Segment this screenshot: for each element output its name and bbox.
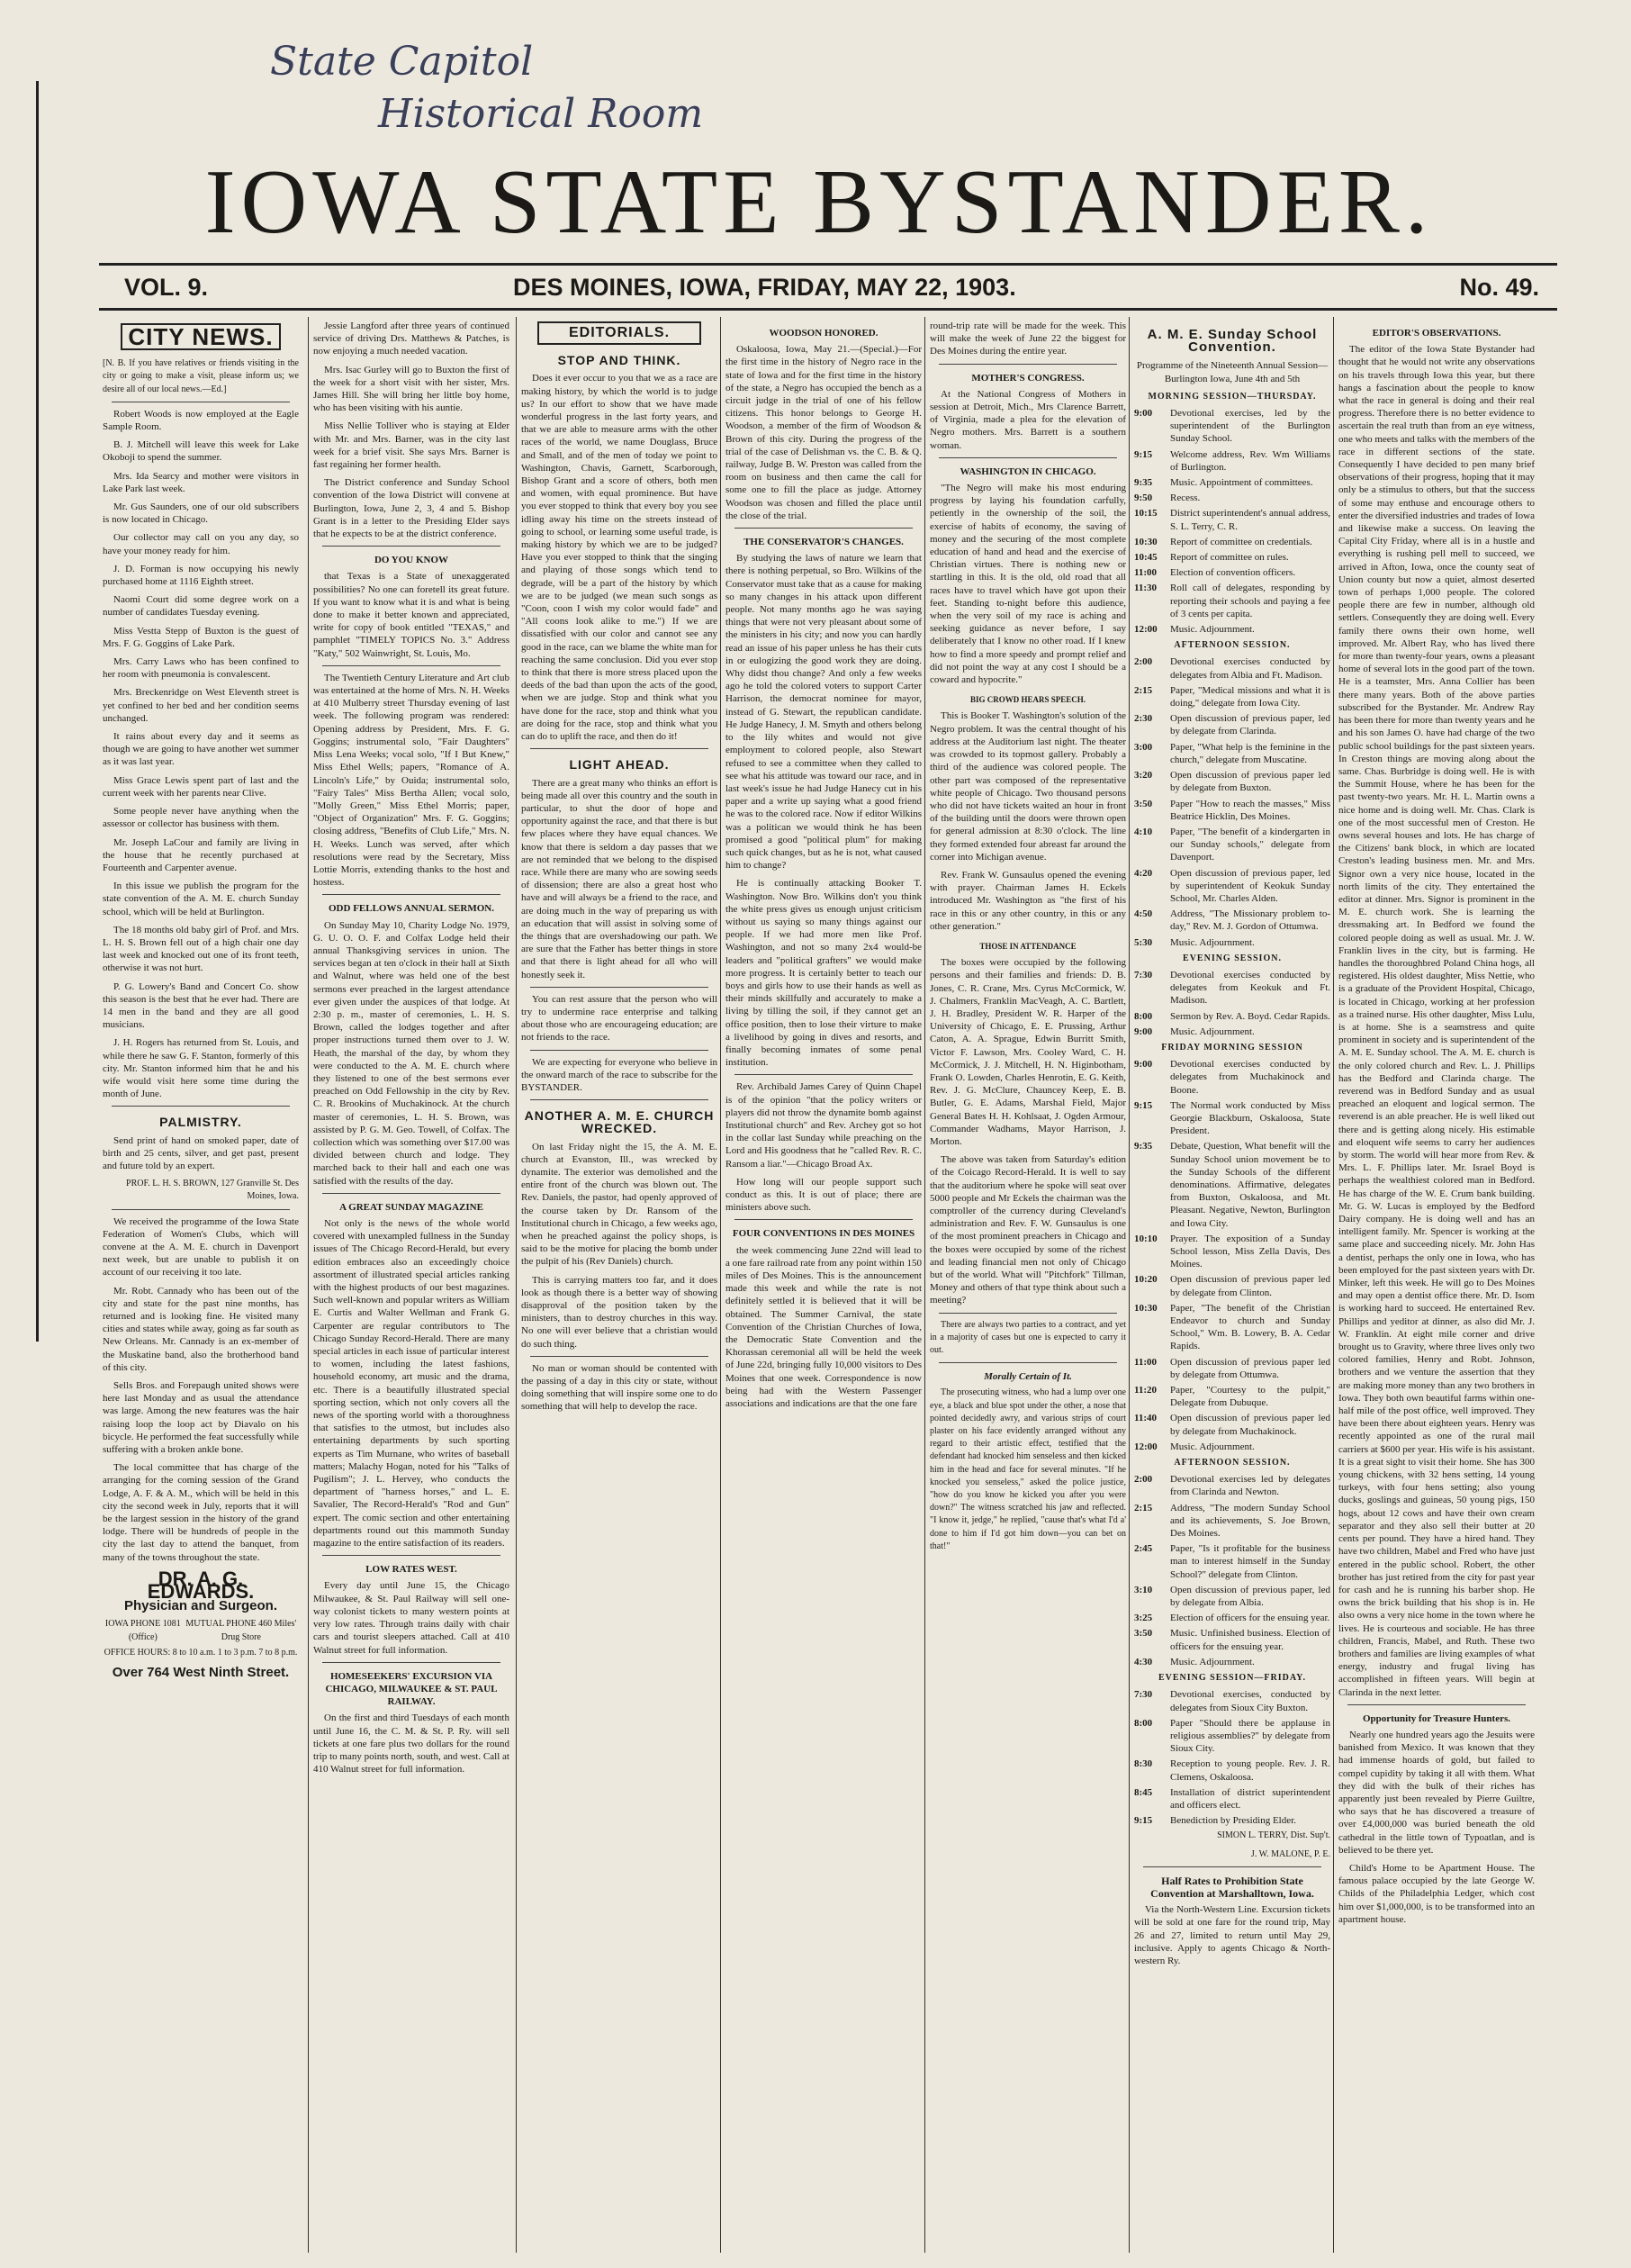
column-divider: [308, 317, 309, 2253]
program-time: 9:15: [1134, 448, 1153, 460]
childs-home-article: Child's Home to be Apartment House. The famous palace occupied by the late George W. Childs of the Philadelphia Ledger, which cost him over $1,000,000, is to be transformed into an apartment house.: [1338, 1862, 1535, 1925]
column-divider: [1333, 317, 1334, 2253]
program-list: [1134, 407, 1330, 636]
morally-certain-heading: Morally Certain of It.: [984, 1371, 1072, 1383]
program-item: [1134, 1612, 1330, 1624]
program-description: Devotional exercises led by delegates from Clarinda and Newton.: [1170, 1474, 1330, 1498]
program-time: 10:45: [1134, 552, 1158, 564]
program-time: 10:30: [1134, 536, 1158, 547]
news-item: Jessie Langford after three years of continued service of driving Drs. Matthews & Patches, is now enjoying a much needed vacation.: [313, 321, 509, 357]
handwritten-note: [270, 36, 703, 140]
masthead-rule-top: [99, 263, 1557, 266]
program-time: 2:30: [1134, 713, 1153, 725]
program-description: Paper, "What help is the feminine in the church," delegate from Muscatine.: [1170, 741, 1330, 765]
church-wrecked-article-2: This is carrying matters too far, and it does look as though there is a better way of showing disapproval of the position taken by the ministers, than to destroy churches in this way. No one will ever believe that a christian would do such thing.: [521, 1274, 717, 1350]
news-item: It rains about every day and it seems as though we are going to have another wet summer as it was last year.: [103, 731, 299, 768]
mothers-congress-heading: MOTHER'S CONGRESS.: [971, 372, 1085, 384]
program-item: [1134, 1542, 1330, 1581]
program-time: 7:30: [1134, 969, 1153, 980]
news-item: The local committee that has charge of the arranging for the coming session of the Grand Lodge, A. F. & A. M., which will be held in this city the second week in July, reports that it will be the largest session in the history of the grand lodge. There will be hundreds of people in the city the last day to attend the banquet, from many of the towns throughout the state.: [103, 1462, 299, 1563]
gunsaulus-article: Rev. Frank W. Gunsaulus opened the evening with prayer. Chairman James H. Eckels introduced Mr. Washington as "the first of his race in this or any other country, in this or any other generation.": [930, 869, 1126, 932]
column-editorials: [521, 320, 717, 2246]
program-time: 9:15: [1134, 1099, 1153, 1111]
program-item: [1134, 407, 1330, 446]
program-time: 11:00: [1134, 567, 1158, 579]
observations-heading: EDITOR'S OBSERVATIONS.: [1372, 328, 1501, 339]
convention-heading: A. M. E. Sunday School Convention.: [1147, 327, 1318, 356]
physician-ad: [103, 1567, 299, 1681]
program-item: [1134, 1233, 1330, 1271]
program-item: [1134, 536, 1330, 548]
program-time: 3:00: [1134, 741, 1153, 753]
program-description: Paper, "Is it profitable for the business man to interest himself in the Sunday School?" delegate from Clinton.: [1170, 1543, 1330, 1580]
issue-date: DES MOINES, IOWA, FRIDAY, MAY 22, 1903.: [513, 274, 1016, 301]
office-hours: OFFICE HOURS: 8 to 10 a.m. 1 to 3 p.m. 7 to 8 p.m.: [104, 1647, 298, 1658]
phone-iowa: IOWA PHONE 1081 (Office): [104, 1619, 181, 1642]
program-item: [1134, 1786, 1330, 1812]
program-description: The Normal work conducted by Miss Georgie Blackburn, Oskaloosa, State President.: [1170, 1099, 1330, 1137]
homeseekers-ad: On the first and third Tuesdays of each month until June 16, the C. M. & St. P. Ry. will sell tickets at one fare plus two dollars for the round trip to many points north, south, and west. Call at 410 Walnut street for full information.: [313, 1712, 509, 1776]
woodson-heading: WOODSON HONORED.: [769, 328, 879, 339]
session-heading: MORNING SESSION—THURSDAY.: [1148, 391, 1317, 402]
program-description: Reception to young people. Rev. J. R. Clemens, Oskaloosa.: [1170, 1758, 1330, 1783]
program-description: District superintendent's annual address, S. L. Terry, C. R.: [1170, 508, 1330, 532]
mothers-congress-article: At the National Congress of Mothers in session at Detroit, Mich., Mrs Clarence Barrett, of Virginia, made a plea for the elevation of Negro mothers. Mrs. Barrett is a southern woman.: [930, 388, 1126, 451]
program-description: Roll call of delegates, responding by reporting their schools and paying a fee of 3 cents per capita.: [1170, 583, 1330, 619]
column-divider: [720, 317, 721, 2253]
program-time: 10:15: [1134, 508, 1158, 520]
news-item: Naomi Court did some degree work on a number of candidates Tuesday evening.: [103, 594, 299, 619]
news-item: Mrs. Isac Gurley will go to Buxton the first of the week for a short visit with her sister, Mrs. James Hill. She will bring her little boy home, who has been visiting with his auntie.: [313, 364, 509, 414]
program-description: Open discussion of previous paper, led by superintendent of Keokuk Sunday School, Mr. Charles Alden.: [1170, 867, 1330, 904]
program-item: [1134, 507, 1330, 532]
program-description: Debate, Question, What benefit will the Sunday School union movement be to the Sunday Schools of the different denominations. Affirmative, delegates from Buxton, Oskaloosa, and Mt. Pleasant. Negative, Newton, Burlington and Iowa City.: [1170, 1141, 1330, 1229]
program-time: 10:10: [1134, 1233, 1158, 1244]
program-description: Benediction by Presiding Elder.: [1170, 1815, 1296, 1827]
program-description: Paper "Should there be applause in religious assemblies?" by delegate from Sioux City.: [1170, 1717, 1330, 1755]
conservator-article-2: He is continually attacking Booker T. Washington. Now Bro. Wilkins don't you think the white press gives us enough unjust criticism without us saying so many things against our people. If we had more men like Prof. Washington, and not so many 2x4 would-be leaders and "political grafters" we would make more progress. It is certainly better to teach our boys and girls how to use their hands as well as their minds skillfully and accurately to make a living by tilling the soil, if they cannot get an office position, then to lose their virture to make a livelihood by going in dives and resorts, and finally becoming inmates of some penal institution.: [725, 878, 922, 1069]
masthead-title: IOWA STATE BYSTANDER.: [204, 151, 1434, 253]
program-time: 2:00: [1134, 656, 1153, 668]
program-description: Paper, "Courtesy to the pulpit," Delegate from Dubuque.: [1170, 1385, 1330, 1409]
magazine-heading: A GREAT SUNDAY MAGAZINE: [339, 1201, 483, 1213]
attendance-list: The boxes were occupied by the following persons and their families and friends: D. B. Jones, C. R. Crane, Mrs. Cyrus McCormick, W. J. Chalmers, Franklin MacVeagh, A. C. Bartlett, J. H. Bradley, President W. R. Harper of the University of Chicago, E. E. Prussing, Arthur Caton, A. A. Sprague, Edwin Burritt Smith, Victor F. Lawson, Mrs. Cooley Ward, C. H. McCormick, J. J. Mitchell, H. N. Higinbotham, Frank O. Lowden, Charles Henrotin, E. G. Keith, Rev. J. G. McClure, Chauncey Keep, E. B. Butler, G. E. Adams, Marshal Field, Major General Bates H. H. Kohlsaat, J. Ogden Armour, Commander Wadhams, Mayor Harrison, J. Morton.: [930, 957, 1126, 1147]
handwritten-line-1: State Capitol: [270, 39, 534, 85]
program-time: 9:15: [1134, 1815, 1153, 1827]
program-time: 3:50: [1134, 1628, 1153, 1640]
masthead-rule-bottom: [99, 308, 1557, 311]
magazine-article: Not only is the news of the whole world covered with unexampled fullness in the Sunday issues of The Chicago Record-Herald, but every edition embraces also an exceedingly choice assortment of illustrated special articles ranking with the highest products of our best magazines. Such well-known and popular writers as William E. Curtis and Walter Wellman and Frank G. Carpenter are regular contributors to The Chicago Sunday Record-Herald. There are many special articles in each issue of particular interest to women, including the latest fashions, household economy, art music and the drama, etc. There is a beautifully illustrated special sporting section, which not only covers all the news of the sporting world with a thoroughness that satisfies to the utmost, but includes also entertaining departments by such sporting experts as Tim Murnane, who writes of baseball matters; Malachy Hogan, noted for his "Talks of Pugilism"; J. L. Hervey, who conducts the department of "harness horses," and L. E. Savalier, The Record-Herald's "Rod and Gun" expert. The comic section and other entertaining departments round out this mammoth Sunday magazine to the entire satisfaction of its readers.: [313, 1218, 509, 1550]
program-item: [1134, 712, 1330, 737]
program-list: [1134, 969, 1330, 1038]
session-heading: EVENING SESSION—FRIDAY.: [1158, 1673, 1306, 1684]
program-description: Open discussion of previous paper led by delegate from Clinton.: [1170, 1274, 1330, 1298]
palmistry-ad: Send print of hand on smoked paper, date of birth and 25 cents, silver, and get past, present and future told by an expert.: [103, 1134, 299, 1171]
program-time: 11:40: [1134, 1413, 1158, 1424]
program-description: Open discussion of previous paper led by delegate from Buxton.: [1170, 770, 1330, 794]
program-time: 8:00: [1134, 1010, 1153, 1022]
adjacent-page-edge: [0, 81, 39, 1342]
four-conventions-continued: round-trip rate will be made for the week. This will make the week of June 22 the biggest for Des Moines during the entire year.: [930, 321, 1126, 357]
program-item: [1134, 1656, 1330, 1668]
program-item: [1134, 867, 1330, 906]
program-item: [1134, 492, 1330, 504]
program-item: [1134, 476, 1330, 489]
program-time: 10:30: [1134, 1302, 1158, 1314]
church-wrecked-heading: ANOTHER A. M. E. CHURCH WRECKED.: [524, 1108, 715, 1136]
session-heading: AFTERNOON SESSION.: [1174, 640, 1291, 651]
observations-article: The editor of the Iowa State Bystander had thought that he would not write any observations on his travels through Iowa this year, but there hangs a fascination about the people to know what the race in general is doing and their real progress. Therefore there is no better evidence to ascertain the real truth than from an eye witness, one who meets and talks with the members of the race in different sections of the state. Consequently I have decided to pen many brief observations of their progress, hoping that it may only be a stimulus to others, but that the success of some may enthuse and encourage others to enter the diversified industries and trades of Iowa and likewise make a success. On leaving the Capital City Friday, where all is in a hustle and everything is rushing pell mell to succeed, we arrived in Afton, Iowa, once the county seat of Union county but now a quiet, almost deserted town of perhaps 1,000 people. The colored people there are few in number, although old settlers. Consequently they are doing well. Every family there owns their own home, well improved. Mr. Albert Ray, who has lived there for more than twenty-four years, owns a pleasant home of several lots in the good part of the town. He is a teamster, Mrs. Anna Collier has been there many years. Both of the above parties subscribed for the Bystander. Mr. Andrew Ray has been there for more than twenty years and he and his son James O. have had charge of the two public school buildings for the past sixteen years. In Creston things are moving along about the same. Chas. Burbridge is doing well. He is with the Summit House, where he has been for the past twenty-two years. Mr. H. L. Martin owns a nice home and is doing well. Mr. Chas. Clark is one of the most successful men of Creston. He owns several houses and lots. He has charge of the Citizens' bank block, in which are located Creston's leading business men. Mr. and Mrs. Signor own a very nice house, located in the north limits of the city. They entertained the editor at dinner. Mrs. Signor is prominent in the M. E. church work. She is learning the dressmaking art. In Bedford we found the colored people doing as well as usual. Mr. J. W. Franklin lives in the city, but is farming. He handles the thoroughbred Poland China hogs, all registered. His oldest daughter, Miss Nettie, who is a graduate of the Provident Hospital, Chicago, is located in Chicago, working at her profession as a trained nurse. His other daughter, Miss Lulu, is at home. She is a seamstress and quite prominent in society and is superintendent of the A. M. E. Sunday school. The A. M. E. church is the only colored church and Rev. L. J. Phillips has the Bedford and Clarinda charge. The reverend was in Bedford Sunday and as usual preached an eloquent and logical sermon. The reverend is an able preacher. He is well liked out there and is getting along nicely. His estimable and eloquent wife seems to carry her audiences by storm. The world will hear more from Rev. & Mrs. L. F. Phillips later. Mr. Israel Boyd is perhaps the wealthiest colored man in Bedford. He has charge of the W. E. Crum bank building. Mr. G. W. Lucas is employed by the Bedford Dairy company. He is doing well and has an intelligent family. Mr. Spencer is working at the same place and succeeding nicely. Mr. John Has a dentist, perhaps the only one in Iowa, who has been employed for the past sixteen years with Dr. Minker, left this week. He will go to Des Moines and may open a dentist office there. Mr. D. Isom is working hard to succeed. He entertained Rev. Phillips and yeditor at dinner, as also did Mr. J. W. Franklin. At eight mile corner and drive brought us to Gravity, where three lives only two colored families, Henry and Robt. Johnson, brothers and we venture the assertion that they are making more money than any two brothers in Iowa. They both own beautiful farms within one-half mile of the post office, well improved. They have been there about eighteen years. Henry was recently appointed as one of the rural mail carriers at $600 per year. His wife is his assistant. It is a great sight to visit their home. She has 300 young chickens, with 32 hens setting, 14 young turkeys, with four hens setting; also young ducks, goslings and guineas, 50 young pigs, 150 hogs, about 12 cows and have their own cream separator and they also sell their butter at 20 cents per pound. They have a hired hand. They have two children, Mabel and Fred who have just entered in the public school. Robert, the other brother has just retired from the city for past year for cash and he is running his barber shop. He owns the brick building that his shop is in. He also owns a very nice home in the town where he lives. He is courteous and sociable. He has three children, Francis, Mabel, and Ruth. These two brothers and families are living examples of what energy, industry and frugal living has accomplished in fifteen years. Will begin at Clarinda in the next letter.: [1338, 344, 1535, 1698]
news-item: J. H. Rogers has returned from St. Louis, and while there he saw G. F. Stanton, formerly of this city. Mr. Stanton informed him that he and his wife would visit here some time during the month of June.: [103, 1037, 299, 1100]
program-description: Address, "The modern Sunday School and its achievements, S. Joe Brown, Des Moines.: [1170, 1502, 1330, 1540]
program-description: Open discussion of previous paper led by delegate from Ottumwa.: [1170, 1356, 1330, 1380]
palmistry-signature: PROF. L. H. S. BROWN, 127 Granville St. Des Moines, Iowa.: [126, 1179, 299, 1202]
column-editor-observations: [1338, 320, 1535, 2246]
program-item: [1134, 1757, 1330, 1783]
treasure-hunters-article: Nearly one hundred years ago the Jesuits were banished from Mexico. It was known that they had immense hoards of gold, but failed to compel cupidity by taking it all with them. What they did with the bulk of their riches has apparently just been revealed by Pierre Guiltre, who says that he has discovered a treasure of over £4,000,000 was buried beneath the old cathedral in the little town of Typoatlan, and is believed to be there yet.: [1338, 1729, 1535, 1856]
light-ahead-article: There are a great many who thinks an effort is being made all over this country and the south in particular, to shut the door of hope and opportunity against the race, and that there is but few places where they have equal chances. We know that there is seldom a day passes that we are not reminded that we belong to the dispised race. While there are many who are sowing seeds of dissension; there are also a great host who have and will always be a friend to the race, and are doing much in the way of preparing us with an education that will assist in solving some of the things that are overshadowing our path. We are sure that the Father has better things in store and that there is light ahead for all who will honestly seek it.: [521, 777, 717, 980]
column-divider: [516, 317, 517, 2253]
texas-ad: that Texas is a State of unexaggerated possibilities? No one can foretell its great future. If you want to know what it is and what is being done to make it better known and appreciated, write for copy of book entitled "TEXAS," and pamphlet "TIMELY TOPICS No. 3." Address "Katy," 502 Wainwright, St. Louis, Mo.: [313, 571, 509, 659]
news-item: In this issue we publish the program for the state convention of the A. M. E. church Sunday school, which will be held at Burlington.: [103, 881, 299, 917]
physician-address: Over 764 West Ninth Street.: [112, 1665, 290, 1681]
program-description: Open discussion of previous paper led by delegate from Muchakinock.: [1170, 1413, 1330, 1437]
program-item: [1134, 1140, 1330, 1229]
volume-number: VOL. 9.: [124, 274, 209, 301]
program-time: 2:15: [1134, 684, 1153, 696]
program-time: 8:45: [1134, 1786, 1153, 1798]
program-signature: SIMON L. TERRY, Dist. Sup't.: [1217, 1830, 1330, 1841]
program-description: Devotional exercises conducted by delegates from Keokuk and Ft. Madison.: [1170, 969, 1330, 1007]
program-item: [1134, 1099, 1330, 1138]
program-item: [1134, 551, 1330, 564]
program-time: 11:00: [1134, 1356, 1158, 1368]
filler-item: There are always two parties to a contract, and yet in a majority of cases but one is expected to carry it out.: [930, 1319, 1126, 1356]
program-description: Open discussion of previous paper, led by delegate from Clarinda.: [1170, 713, 1330, 737]
news-item: We received the programme of the Iowa State Federation of Women's Clubs, which will convene at the A. M. E. church in Davenport next week, but are unable to publish it on account of our receiving it too late.: [103, 1215, 299, 1279]
news-item: Mr. Gus Saunders, one of our old subscribers is now located in Chicago.: [103, 501, 299, 526]
program-description: Music. Adjournment.: [1170, 1026, 1255, 1037]
attendance-subheading: THOSE IN ATTENDANCE: [979, 941, 1077, 951]
program-item: [1134, 969, 1330, 1007]
program-list: [1134, 1473, 1330, 1668]
program-time: 3:10: [1134, 1584, 1153, 1595]
program-item: [1134, 1384, 1330, 1409]
program-item: [1134, 655, 1330, 681]
news-item: Miss Nellie Tolliver who is staying at Elder with Mr. and Mrs. Barner, was in the city last week for a brief visit. She says Mrs. Barner is fast regaining her former health.: [313, 420, 509, 471]
treasure-hunters-heading: Opportunity for Treasure Hunters.: [1363, 1712, 1510, 1724]
big-crowd-article: This is Booker T. Washington's solution of the Negro problem. It was the central thought of his address at the Auditorium last night. The theater was crowded to its topmost gallery. Probably a third of the audience was colored people. The other part was composed of the representative white people of Chicago. Two thousand persons who did not have tickets waited an hour in front of the building until the doors were thrown open for general admission at 8:30 o'clock. The line they formed extended four abreast far around the corner into Michigan avenue.: [930, 710, 1126, 863]
program-time: 11:30: [1134, 583, 1158, 594]
big-crowd-subheading: BIG CROWD HEARS SPEECH.: [969, 695, 1086, 705]
program-description: Paper, "The benefit of the Christian Endeavor to church and Sunday School," Wm. B. Lowery, B. A. Cedar Rapids.: [1170, 1302, 1330, 1352]
program-time: 2:15: [1134, 1502, 1153, 1514]
program-signature: J. W. MALONE, P. E.: [1250, 1848, 1330, 1859]
program-item: [1134, 1026, 1330, 1038]
program-time: 9:35: [1134, 477, 1153, 489]
program-description: Paper, "The benefit of a kindergarten in our Sunday schools," delegate from Davenport.: [1170, 826, 1330, 863]
program-description: Prayer. The exposition of a Sunday School lesson, Miss Zella Davis, Des Moines.: [1170, 1233, 1330, 1270]
subscribe-note: We are expecting for everyone who believe in the onward march of the race to subscribe for the BYSTANDER.: [521, 1056, 717, 1093]
column-divider: [924, 317, 925, 2253]
program-time: 9:50: [1134, 492, 1153, 504]
program-item: [1134, 1302, 1330, 1353]
news-item: Our collector may call on you any day, so have your money ready for him.: [103, 532, 299, 556]
news-item: P. G. Lowery's Band and Concert Co. show this season is the best that he ever had. There are 14 men in the band and they are all good musicians.: [103, 980, 299, 1031]
program-time: 4:50: [1134, 908, 1153, 920]
phone-mutual: MUTUAL PHONE 460 Miles' Drug Store: [185, 1619, 297, 1642]
editorial-note: You can rest assure that the person who will try to undermine race enterprise and talking about those who are encourageing education; are not friends to the race.: [521, 993, 717, 1044]
news-item: The District conference and Sunday School convention of the Iowa District will convene at Burlington, Iowa, June 2, 3, 4 and 5. Bishop Grant is in a letter to the Presiding Elder says that he expects to be at the district conference.: [313, 477, 509, 540]
program-description: Devotional exercises, conducted by delegates from Sioux City Buxton.: [1170, 1689, 1330, 1713]
program-time: 9:00: [1134, 1059, 1153, 1071]
program-description: Open discussion of previous paper, led by delegate from Albia.: [1170, 1584, 1330, 1609]
program-time: 10:20: [1134, 1274, 1158, 1286]
carey-article: Rev. Archibald James Carey of Quinn Chapel is of the opinion "that the policy writers or players did not throw the dynamite bomb against Institutional church" and Rev. Archey got so hot in the collar last Sunday while preaching on the Lord and His goodness that he "called Rev. R. C. Ransom a liar."—Chicago Broad Ax.: [725, 1081, 922, 1170]
convention-intro: Programme of the Nineteenth Annual Session—Burlington Iowa, June 4th and 5th: [1136, 360, 1329, 384]
program-item: [1134, 1010, 1330, 1023]
program-description: Devotional exercises conducted by delegates from Muchakinock and Boone.: [1170, 1059, 1330, 1096]
program-description: Sermon by Rev. A. Boyd. Cedar Rapids.: [1170, 1010, 1330, 1022]
half-rates-ad: Via the North-Western Line. Excursion tickets will be sold at one fare for the round trip, May 26 and 27, limited to return until May 29, inclusive. Apply to agents Chicago & North-western Ry.: [1134, 1904, 1330, 1966]
palmistry-heading: PALMISTRY.: [159, 1115, 242, 1130]
program-item: [1134, 1502, 1330, 1541]
column-city-news: [103, 320, 299, 2246]
program-time: 7:30: [1134, 1689, 1153, 1701]
program-time: 5:30: [1134, 936, 1153, 948]
news-item: Mr. Joseph LaCour and family are living in the house that he recently purchased at Fourteenth and Carpenter avenue.: [103, 836, 299, 873]
program-time: 4:10: [1134, 826, 1153, 837]
handwritten-line-2: Historical Room: [378, 91, 704, 137]
texas-ad-heading: DO YOU KNOW: [374, 555, 449, 566]
program-item: [1134, 908, 1330, 933]
program-time: 9:35: [1134, 1141, 1153, 1152]
program-list: [1134, 1688, 1330, 1827]
program-item: [1134, 769, 1330, 794]
program-item: [1134, 1717, 1330, 1756]
program-item: [1134, 1627, 1330, 1652]
stop-and-think-article: Does it ever occur to you that we as a race are making history, by which the world is to judge us? In our effort to show that we have made wonderful progress in the last forty years, and that we are able to measure arms with the other races of the world, we name Douglass, Bruce and Small, and of the men of today we point to Washington, Chavis, Garnett, Scarborough, Bishop Grant and a score of others, both men and women, with equal prominence. But have you ever stopped to think that every boy you see idling away his time on the streets instead of going to school, or learning some useful trade, is making history by which we are to be judged? Have you ever stopped to think that the singing and playing of those songs which tend to degrade, will be a part of the history by which we are to be judged (we mean such songs as "Coon, coon I wish my color would fade" and "All coons look alike to me.") If we are dissatisfied with our color and cannot see any good in the race, can we blame the white man for reaching the same conclusion. Did you ever stop to think that there is more stress placed upon the deeds of the bad than upon the acts of the good, when we are judge. Stop and think what you have done for the race, stop and think what you are doing for the race, stop and think what you can do to uplift the race, and then do it!: [521, 373, 717, 743]
dateline: [99, 270, 1557, 308]
session-heading: FRIDAY MORNING SESSION: [1161, 1042, 1303, 1053]
program-description: Devotional exercises, led by the superintendent of the Burlington Sunday School.: [1170, 408, 1330, 445]
low-rates-ad: Every day until June 15, the Chicago Milwaukee, & St. Paul Railway will sell one-way colonist tickets to many western points at very low rates. Through trains daily with chair cars and tourist sleepers attached. Call at 410 Walnut street for full information.: [313, 1580, 509, 1656]
program-item: [1134, 826, 1330, 864]
program-time: 4:30: [1134, 1656, 1153, 1667]
program-time: 3:20: [1134, 770, 1153, 782]
program-description: Music. Adjournment.: [1170, 624, 1255, 636]
program-description: Music. Adjournment.: [1170, 936, 1255, 948]
program-time: 3:50: [1134, 798, 1153, 809]
program-description: Election of convention officers.: [1170, 567, 1296, 579]
news-item: Miss Grace Lewis spent part of last and the current week with her parents near Clive.: [103, 774, 299, 799]
program-item: [1134, 1441, 1330, 1453]
program-time: 12:00: [1134, 624, 1158, 636]
issue-number: No. 49.: [1459, 274, 1539, 301]
physician-title: Physician and Surgeon.: [123, 1598, 278, 1614]
program-description: Election of officers for the ensuing year.: [1170, 1613, 1330, 1624]
session-heading: AFTERNOON SESSION.: [1174, 1458, 1291, 1468]
program-item: [1134, 1473, 1330, 1498]
program-time: 8:00: [1134, 1717, 1153, 1729]
program-time: 8:30: [1134, 1758, 1153, 1770]
program-time: 9:00: [1134, 1026, 1153, 1037]
program-item: [1134, 1584, 1330, 1609]
program-time: 3:25: [1134, 1613, 1153, 1624]
program-description: Paper, "Medical missions and what it is doing," delegate from Iowa City.: [1170, 684, 1330, 709]
news-item: Mrs. Breckenridge on West Eleventh street is yet confined to her bed and her condition seems unchanged.: [103, 687, 299, 724]
editorials-heading: EDITORIALS.: [537, 321, 701, 345]
program-list: [1134, 655, 1330, 948]
editorial-note: No man or woman should be contented with the passing of a day in this city or state, without doing something that will inspire some one to do something that will help to develop the race.: [521, 1362, 717, 1413]
program-description: Report of committee on rules.: [1170, 552, 1289, 564]
news-item: B. J. Mitchell will leave this week for Lake Okoboji to spend the summer.: [103, 439, 299, 464]
program-item: [1134, 448, 1330, 474]
program-item: [1134, 684, 1330, 709]
program-description: Paper "How to reach the masses," Miss Beatrice Hicklin, Des Moines.: [1170, 798, 1330, 822]
program-time: 11:20: [1134, 1385, 1158, 1396]
program-time: 2:00: [1134, 1474, 1153, 1486]
morally-certain-article: The prosecuting witness, who had a lump over one eye, a black and blue spot under the other, a nose that pointed decidedly awry, and various strips of court plaster on his face evidently arranged without any regard to their artistic effect, testified that the defendant had knocked him senseless and then kicked him in the head and face for several minutes. "If he knocked you senseless," asked the police justice, "how do you know he kicked you after you were down?" The witness scratched his jaw and reflected. "I know it, jedge," he replied, "cause that's what I'd a' done to him if I'd got him down—you can bet on that!": [930, 1387, 1126, 1551]
column-news: [725, 320, 922, 2246]
program-item: [1134, 1356, 1330, 1381]
program-item: [1134, 566, 1330, 579]
program-description: Music. Adjournment.: [1170, 1441, 1255, 1452]
woodson-article: Oskaloosa, Iowa, May 21.—(Special.)—For the first time in the history of Negro race in the state of Iowa and for the first time in the history of the state, a Negro has occupied the bench as a circuit judge in the trial of one of his fellow citizens. This honor belongs to George H. Woodson, a member of the firm of Woodson & Brown of this city. During the progress of the trial of the case of Delishman vs. the C. B. & Q. railway, Judge B. W. Preston was called from the room on business and then came the call for some one to fill the place as judge. Attorney Woodson was chosen and filled the place until the close of the trial.: [725, 344, 922, 521]
program-description: Music. Adjournment.: [1170, 1656, 1255, 1667]
program-time: 4:20: [1134, 867, 1153, 879]
column-convention-program: [1134, 320, 1330, 2246]
program-item: [1134, 623, 1330, 636]
program-item: [1134, 741, 1330, 766]
news-item: Mrs. Ida Searcy and mother were visitors in Lake Park last week.: [103, 470, 299, 494]
carey-article-2: How long will our people support such conduct as this. It is out of place; there are ministers above such.: [725, 1176, 922, 1214]
club-report: The Twentieth Century Literature and Art club was entertained at the home of Mrs. N. H. Weeks at 410 Mulberry street Thursday evening of last week. The following program was rendered: Opening address by President, Mrs. F. G. Goggins; instrumental solo, "Fair Daughters" Miss Lena Weeks; vocal solo, "If I But Knew," Miss Ethel Wells; papers, "Romance of A. Lincoln's Life," by Ouida; instrumental solo, "Fairy Tales" Miss Bertha Allen; vocal solo, "Molly Green," Miss Ethel Morris; paper, "Object of Organization" Mrs. F. G. Goggins; closing address, "Benefits of Club Life," Mrs. N. H. Weeks. Lunch was served, after which resolutions were read by the Secretary, Miss Lottie Morris, extending thanks to the host and hostess.: [313, 672, 509, 889]
program-description: Installation of district superintendent and officers elect.: [1170, 1786, 1330, 1811]
program-description: Recess.: [1170, 492, 1201, 504]
news-item: The 18 months old baby girl of Prof. and Mrs. L. H. S. Brown fell out of a high chair one day last week and knocked out one of its front teeth, otherwise it was not hurt.: [103, 924, 299, 974]
homeseekers-heading: HOMESEEKERS' EXCURSION VIA CHICAGO, MILWAUKEE & ST. PAUL RAILWAY.: [325, 1670, 498, 1708]
program-item: [1134, 798, 1330, 823]
physician-name: DR. A. G. EDWARDS.: [147, 1567, 255, 1604]
program-item: [1134, 582, 1330, 620]
column-local-items: [313, 320, 509, 2246]
stop-and-think-heading: STOP AND THINK.: [557, 353, 681, 368]
news-item: Robert Woods is now employed at the Eagle Sample Room.: [103, 408, 299, 433]
program-item: [1134, 1058, 1330, 1097]
odd-fellows-article: On Sunday May 10, Charity Lodge No. 1979, G. U. O. O. F. and Colfax Lodge held their annual Thanksgiving services in union. The services began at ten o'clock in their hall at Sixth and Walnut, where was held one of the best sermons ever preached in the largest attendance ever given under the auspices of that lodge. At 2:30 p. m., master of ceremonies, L. H. S. Brown, called the lodges together and after proper instructions turned them over to J. W. Heath, the marshal of the day, by whom they were conducted to the A. M. E. church where they listened to one of the best sermons ever preached on Odd Fellowship in the city by Rev. C. R. Brookins of Muchakinock. At the church master of ceremonies, L. H. S. Brown, was assisted by P. G. M. Geo. Towell, of Colfax. The collection which was something over $17.00 was divided between church and lodge. They marched back to their hall and each one was satisfied with the results of the day.: [313, 919, 509, 1187]
program-item: [1134, 936, 1330, 949]
column-divider: [1129, 317, 1130, 2253]
program-item: [1134, 1412, 1330, 1437]
attendance-commentary: The above was taken from Saturday's edition of the Coicago Record-Herald. It is well to say that the auditorium where he spoke will seat over 5000 people and Mr Eckels the chairman was the comptroller of the currency during Cleveland's administration and Rev. F. W. Gunsaulus is one of the most prominent preachers in Chicago and the boxes were occupied by some of the richest and leading financial men not only of Chicago but of the world. What will "Pitchfork" Tillman, Money and others of that type think about such a meeting?: [930, 1154, 1126, 1306]
program-description: Address, "The Missionary problem to-day," Rev. M. J. Gordon of Ottumwa.: [1170, 908, 1330, 933]
half-rates-heading: Half Rates to Prohibition State Convention at Marshalltown, Iowa.: [1150, 1874, 1314, 1900]
washington-quote: "The Negro will make his most enduring progress by laying his foundation carfully, petiently in the ownership of the soil, the exercise of habits of economy, the saving of money and the securing of the most complete education of hand and head and the exercise of Christian virtues. There is nothing new or startling in this. It is the old, old road that all races have to travel which have got upon their feet. Standing to-night before this audience, when the very soil of my race is aching and seeking guidance as never before, I say deliberately that I know no other road. If I knew how to find a more speedy and prompt relief and did not point the way at any cost I should be a coward and hypocrite.": [930, 483, 1126, 686]
program-description: Report of committee on credentials.: [1170, 536, 1312, 547]
program-item: [1134, 1814, 1330, 1827]
program-list: [1134, 1058, 1330, 1453]
church-wrecked-article: On last Friday night the 15, the A. M. E. church at Evanston, Ill., was wrecked by dynamite. The exterior was demolished and the entire front of the church was blown out. The Rev. Daniels, the pastor, had openly approved of the course taken by Dr. Ransom of the Institutional church in Chicago, a few weeks ago, when he preached against the policy shops, is said to be the motive for placing the bomb under the pulpit of his (Rev Daniels) church.: [521, 1141, 717, 1268]
low-rates-heading: LOW RATES WEST.: [365, 1564, 457, 1576]
washington-heading: WASHINGTON IN CHICAGO.: [960, 465, 1096, 477]
program-time: 9:00: [1134, 408, 1153, 420]
session-heading: EVENING SESSION.: [1183, 953, 1282, 963]
news-item: J. D. Forman is now occupying his newly purchased home at 1116 Eighth street.: [103, 563, 299, 588]
program-time: 12:00: [1134, 1441, 1158, 1452]
program-description: Devotional exercises conducted by delegates from Albia and Ft. Madison.: [1170, 656, 1330, 681]
four-conventions-article: the week commencing June 22nd will lead to a one fare railroad rate from any point within 150 miles of Des Moines. This is the announcement made this week and while the rate is not definitely settled it is believed that it will be obtained. The Summer Carnival, the state Convention of the Christian Churches of Iowa, the Democratic State Convention and the Khorassan ceremonial all will be held the week of June 22d, bringing fully 10,000 visitors to Des Moines that one week. Correspondence is now being had with the Western Passenger associations and indications are that the one fare: [725, 1244, 922, 1410]
conservator-article: By studying the laws of nature we learn that there is nothing perpetual, so Bro. Wilkins of the Conservator must take that as a cause for making so many changes in his attack upon different people. Not many months ago he was saying things that were not very pleasant about some of the ministers in his city; and now you can hardly read an issue of his paper unless he has their cuts in or eulogizing the good work they are doing. Why didst thou change? And only a few weeks ago he told the colored voters to support Carter Harrison, the democrat nominee for mayor, instead of G. Stewart, the republican candidate. He Judge Hanecy, J. M. Smyth and others belong to the lily whites and would not give employment to colored people, also Stewart refused to see a committee when they called to see what his attitude was toward our race, and in last week's issue he had Judge Hanecy cut in his paper and a write up saying what a good friend he was to the colored race. Now if editor Wilkins was a politican we would think he has been promised a good "political plum" for making such quick changes, but as he is not, what caused him to change?: [725, 553, 922, 872]
program-description: Welcome address, Rev. Wm Williams of Burlington.: [1170, 448, 1330, 473]
program-time: 2:45: [1134, 1543, 1153, 1555]
news-item: Mrs. Carry Laws who has been confined to her room with pneumonia is convalescent.: [103, 656, 299, 681]
program-item: [1134, 1273, 1330, 1298]
column-washington: [930, 320, 1126, 2246]
odd-fellows-heading: ODD FELLOWS ANNUAL SERMON.: [329, 903, 494, 915]
conservator-heading: THE CONSERVATOR'S CHANGES.: [743, 537, 904, 548]
city-news-heading: CITY NEWS.: [121, 323, 281, 350]
editor-notice: [N. B. If you have relatives or friends visiting in the city or going to make a visit, please inform us; we desire all of our local news.—Ed.]: [103, 358, 299, 394]
four-conventions-heading: FOUR CONVENTIONS IN DES MOINES: [732, 1228, 915, 1240]
news-item: Miss Vestta Stepp of Buxton is the guest of Mrs. F. G. Goggins of Lake Park.: [103, 625, 299, 649]
news-item: Some people never have anything when the assessor or collector has business with them.: [103, 806, 299, 830]
news-item: Mr. Robt. Cannady who has been out of the city and state for the past nine months, has returned and is looking fine. He visited many cities and states while away, going as far south as New Orleans. Mr. Cannady is an ex-member of the Muskatine band, also the brotherhood band of this city.: [103, 1285, 299, 1373]
program-description: Music. Unfinished business. Election of officers for the ensuing year.: [1170, 1628, 1330, 1652]
program-item: [1134, 1688, 1330, 1713]
news-item: Sells Bros. and Forepaugh united shows were here last Monday and as usual the attendance was large. Among the new features was the hair raising loop the loop act by Diavalo on his bicycle. He performed the feat successfully while suffering with a broken ankle bone.: [103, 1380, 299, 1456]
program-description: Music. Appointment of committees.: [1170, 477, 1313, 489]
light-ahead-heading: LIGHT AHEAD.: [569, 757, 670, 773]
